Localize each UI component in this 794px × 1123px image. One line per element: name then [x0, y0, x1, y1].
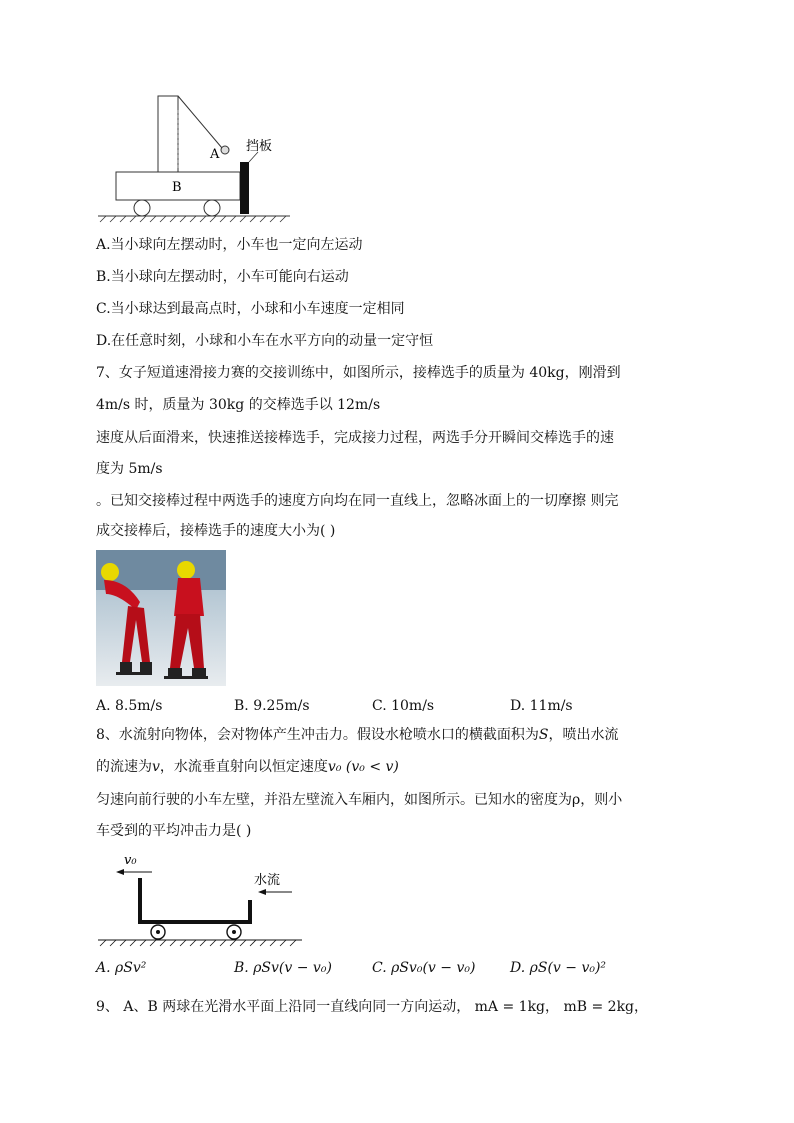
q8-option-c: C. ρSv₀(v − v₀): [372, 960, 476, 976]
label-v0: v₀: [124, 853, 137, 868]
q8-line-1-pre: 8、水流射向物体，会对物体产生冲击力。假设水枪喷水口的横截面积为: [96, 727, 539, 743]
q8-line-3: 匀速向前行驶的小车左壁，并沿左壁流入车厢内，如图所示。已知水的密度为ρ，则小: [96, 792, 623, 808]
q9-line-1: 9、 A、B 两球在光滑水平面上沿同一直线向同一方向运动， mA = 1kg， mB = 2kg，: [96, 999, 649, 1015]
q7-line-3: 速度从后面滑来，快速推送接棒选手，完成接力过程，两选手分开瞬间交棒选手的速: [96, 430, 614, 446]
q8-option-a: A. ρSv²: [96, 960, 147, 976]
q8-option-d: D. ρS(v − v₀)²: [510, 960, 607, 976]
q6-option-c: C.当小球达到最高点时，小球和小车速度一定相同: [96, 301, 405, 317]
q8-symbol-s: S: [538, 727, 549, 743]
q8-condition: v₀ (v₀ < v): [327, 759, 399, 775]
q8-line-1-post: ，喷出水流: [548, 727, 619, 743]
q7-option-a: A. 8.5m/s: [96, 698, 163, 714]
water-cart-figure: [96, 850, 310, 950]
skaters-photo: [96, 550, 226, 686]
q6-option-d: D.在任意时刻，小球和小车在水平方向的动量一定守恒: [96, 333, 434, 349]
q8-line-2-post: ，水流垂直射向以恒定速度: [159, 759, 328, 775]
q7-line-1: 7、女子短道速滑接力赛的交接训练中，如图所示，接棒选手的质量为 40kg，刚滑到: [96, 365, 621, 381]
q7-line-6: 成交接棒后，接棒选手的速度大小为( ): [96, 523, 336, 539]
q7-option-b: B. 9.25m/s: [234, 698, 310, 714]
q6-option-b: B.当小球向左摆动时，小车可能向右运动: [96, 269, 349, 285]
q7-line-5: 。已知交接棒过程中两选手的速度方向均在同一直线上，忽略冰面上的一切摩擦 则完: [96, 493, 619, 509]
q6-option-a: A.当小球向左摆动时，小车也一定向左运动: [96, 237, 363, 253]
q8-option-b: B. ρSv(v − v₀): [234, 960, 332, 976]
q7-line-2: 4m/s 时，质量为 30kg 的交棒选手以 12m/s: [96, 397, 381, 413]
q8-symbol-v: v: [152, 759, 160, 775]
q7-option-c: C. 10m/s: [372, 698, 435, 714]
cart-pendulum-figure: [92, 90, 302, 226]
q8-line-4: 车受到的平均冲击力是( ): [96, 823, 252, 839]
label-ball-a: A: [210, 147, 220, 162]
label-water: 水流: [254, 873, 281, 888]
q8-line-2-pre: 的流速为: [96, 759, 152, 775]
q7-option-d: D. 11m/s: [510, 698, 573, 714]
q8-line-1: [96, 724, 619, 746]
q7-line-4: 度为 5m/s: [96, 461, 163, 477]
q8-line-2: [96, 756, 399, 778]
label-baffle: 挡板: [246, 139, 273, 154]
label-cart-b: B: [172, 180, 182, 195]
